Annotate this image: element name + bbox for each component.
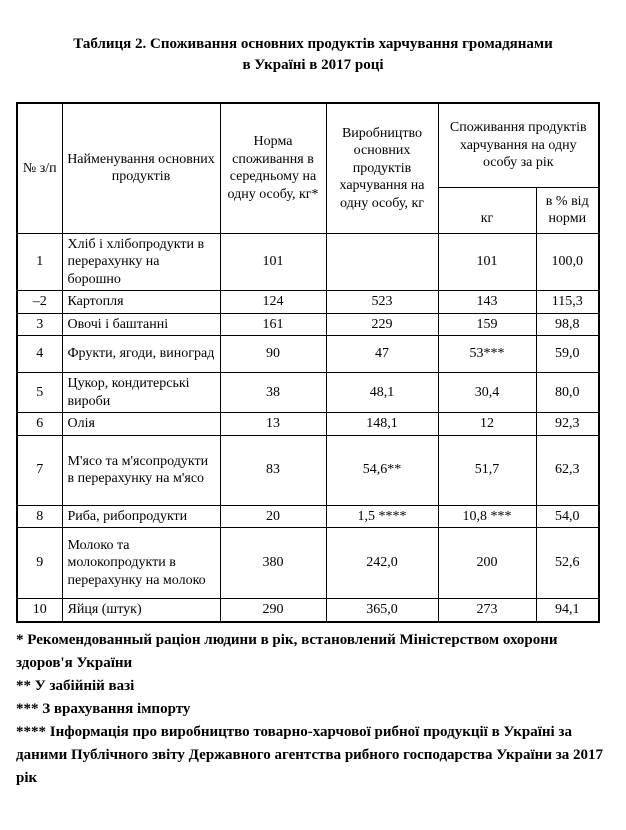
footnote-slaughter-weight: ** У забійній вазі	[16, 677, 135, 694]
product-name-cell: Овочі і баштанні	[62, 313, 220, 336]
col-header-product-name: Найменування основних продуктів	[62, 103, 220, 233]
row-number-cell: 10	[17, 599, 62, 622]
norm-cell: 380	[220, 528, 326, 599]
percent-cell: 115,3	[536, 291, 599, 314]
production-cell: 48,1	[326, 373, 438, 413]
production-cell: 523	[326, 291, 438, 314]
norm-cell: 101	[220, 233, 326, 291]
percent-cell: 59,0	[536, 336, 599, 373]
table-row	[17, 336, 599, 373]
table-row	[17, 373, 599, 413]
norm-cell: 13	[220, 413, 326, 436]
footnote-fish-production: **** Інформація про виробництво товарно-харчової рибної продукції в Україні за даними Публічного звіту Державного агентства рибного господарства України за 2017 рік	[16, 723, 603, 786]
product-name-cell: Риба, рибопродукти	[62, 505, 220, 528]
kg-cell: 53***	[438, 336, 536, 373]
page-title-line-1: Таблиця 2. Споживання основних продуктів харчування громадянами	[73, 36, 553, 52]
production-cell	[326, 233, 438, 291]
product-name-cell: Олія	[62, 413, 220, 436]
production-cell: 1,5 ****	[326, 505, 438, 528]
product-name-cell: Цукор, кондитерські вироби	[62, 373, 220, 413]
production-cell: 242,0	[326, 528, 438, 599]
header-row-main	[17, 103, 599, 187]
norm-cell: 38	[220, 373, 326, 413]
percent-cell: 52,6	[536, 528, 599, 599]
row-number-cell: 3	[17, 313, 62, 336]
percent-cell: 62,3	[536, 435, 599, 505]
row-number-cell: 7	[17, 435, 62, 505]
table-body	[17, 233, 599, 622]
product-name-cell: Картопля	[62, 291, 220, 314]
production-cell: 148,1	[326, 413, 438, 436]
col-header-consumption-group: Споживання продуктів харчування на одну особу за рік	[438, 103, 599, 187]
product-name-cell: М'ясо та м'ясопродукти в перерахунку на м'ясо	[62, 435, 220, 505]
row-number-cell: 1	[17, 233, 62, 291]
percent-cell: 94,1	[536, 599, 599, 622]
product-name-cell: Хліб і хлібопродукти в перерахунку на борошно	[62, 233, 220, 291]
product-name-cell: Яйця (штук)	[62, 599, 220, 622]
production-cell: 229	[326, 313, 438, 336]
kg-cell: 200	[438, 528, 536, 599]
page	[0, 34, 626, 830]
kg-cell: 273	[438, 599, 536, 622]
footnote-norm: * Рекомендованный раціон людини в рік, встановлений Міністерством охорони здоров'я України	[16, 631, 558, 671]
product-name-cell: Молоко та молокопродукти в перерахунку на молоко	[62, 528, 220, 599]
production-cell: 47	[326, 336, 438, 373]
kg-cell: 159	[438, 313, 536, 336]
table-row	[17, 291, 599, 314]
kg-cell: 10,8 ***	[438, 505, 536, 528]
norm-cell: 290	[220, 599, 326, 622]
percent-cell: 100,0	[536, 233, 599, 291]
row-number-cell: 8	[17, 505, 62, 528]
col-header-consumption-kg: кг	[438, 187, 536, 233]
page-title-line-2: в Україні в 2017 році	[242, 57, 384, 73]
footnote-imports: *** З врахування імпорту	[16, 700, 191, 717]
row-number-cell: 6	[17, 413, 62, 436]
table-row	[17, 528, 599, 599]
percent-cell: 98,8	[536, 313, 599, 336]
table-row	[17, 599, 599, 622]
norm-cell: 90	[220, 336, 326, 373]
col-header-row-number: № з/п	[17, 103, 62, 233]
percent-cell: 54,0	[536, 505, 599, 528]
page-title	[0, 34, 626, 76]
table-row	[17, 233, 599, 291]
percent-cell: 92,3	[536, 413, 599, 436]
row-number-cell: –2	[17, 291, 62, 314]
col-header-consumption-percent: в % від норми	[536, 187, 599, 233]
consumption-table	[16, 102, 600, 623]
table-row	[17, 313, 599, 336]
col-header-consumption-norm: Норма споживання в середньому на одну особу, кг*	[220, 103, 326, 233]
production-cell: 54,6**	[326, 435, 438, 505]
product-name-cell: Фрукти, ягоди, виноград	[62, 336, 220, 373]
table-row	[17, 413, 599, 436]
col-header-production: Виробництво основних продуктів харчування на одну особу, кг	[326, 103, 438, 233]
table-row	[17, 505, 599, 528]
row-number-cell: 4	[17, 336, 62, 373]
footnotes	[16, 629, 604, 790]
kg-cell: 12	[438, 413, 536, 436]
norm-cell: 20	[220, 505, 326, 528]
kg-cell: 51,7	[438, 435, 536, 505]
row-number-cell: 5	[17, 373, 62, 413]
norm-cell: 124	[220, 291, 326, 314]
kg-cell: 30,4	[438, 373, 536, 413]
kg-cell: 143	[438, 291, 536, 314]
norm-cell: 83	[220, 435, 326, 505]
table-row	[17, 435, 599, 505]
kg-cell: 101	[438, 233, 536, 291]
percent-cell: 80,0	[536, 373, 599, 413]
row-number-cell: 9	[17, 528, 62, 599]
production-cell: 365,0	[326, 599, 438, 622]
norm-cell: 161	[220, 313, 326, 336]
